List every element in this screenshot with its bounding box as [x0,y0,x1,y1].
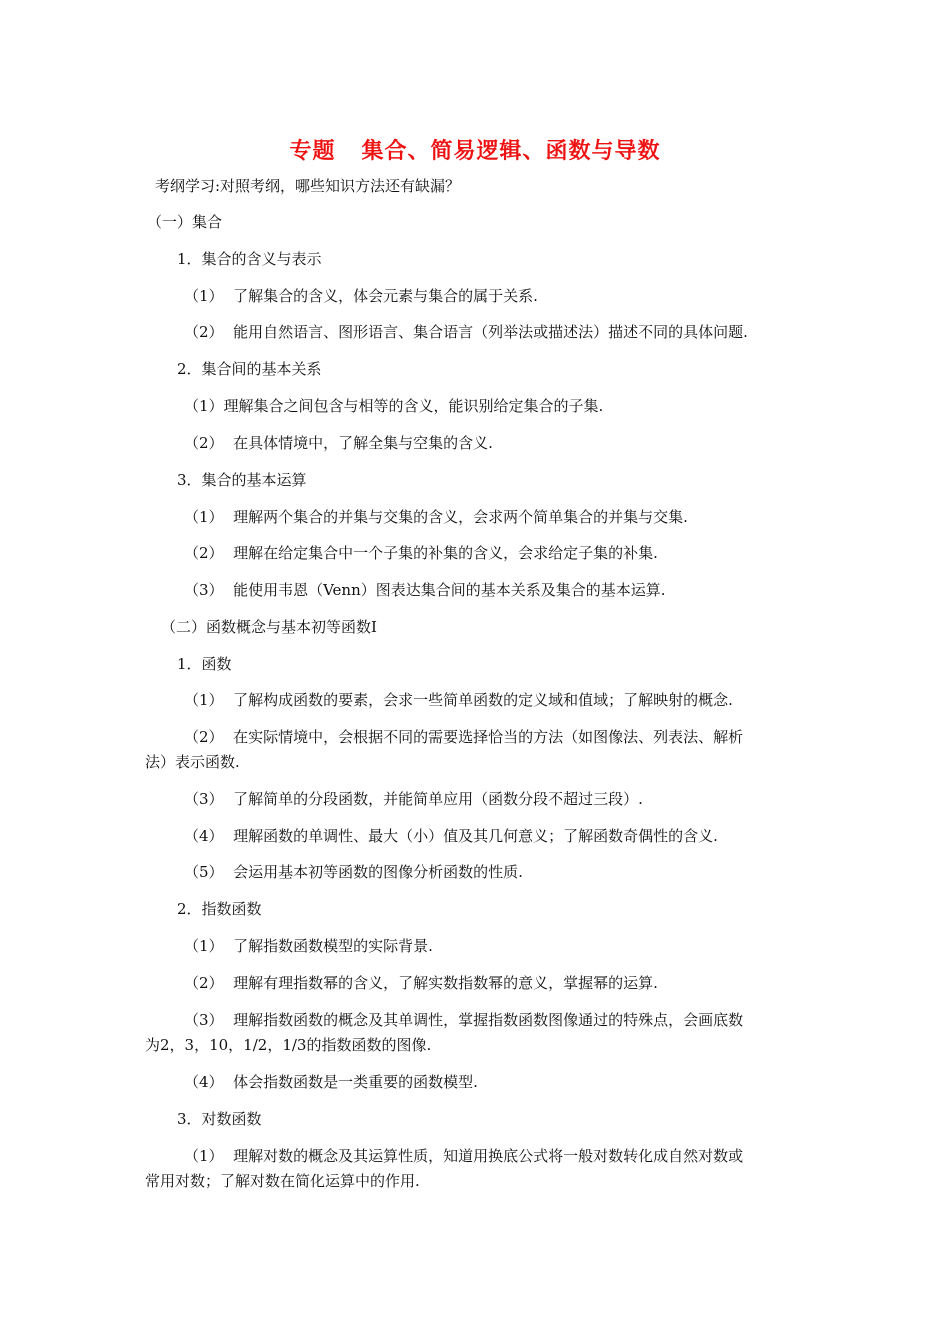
list-item: （4） 理解函数的单调性、最大（小）值及其几何意义；了解函数奇偶性的含义. [184,827,718,845]
list-item: （1） 了解指数函数模型的实际背景. [184,937,433,955]
list-item: （1） 了解集合的含义，体会元素与集合的属于关系. [184,287,538,305]
intro-text: 考纲学习:对照考纲，哪些知识方法还有缺漏？ [155,177,461,195]
list-item: （2） 理解有理指数幂的含义，了解实数指数幂的意义，掌握幂的运算. [184,974,658,992]
list-item: （1） 理解对数的概念及其运算性质，知道用换底公式将一般对数转化成自然对数或 [184,1147,744,1165]
list-item: （5） 会运用基本初等函数的图像分析函数的性质. [184,863,523,881]
list-item: （2） 在实际情境中，会根据不同的需要选择恰当的方法（如图像法、列表法、解析 [184,728,744,746]
subsection-heading: 1．函数 [177,655,232,673]
subsection-heading: 2．指数函数 [177,900,262,918]
subsection-heading: 3．集合的基本运算 [177,471,307,489]
list-item: （2） 理解在给定集合中一个子集的补集的含义，会求给定子集的补集. [184,544,658,562]
list-item: （1） 理解两个集合的并集与交集的含义，会求两个简单集合的并集与交集. [184,508,688,526]
subsection-heading: 2．集合间的基本关系 [177,360,322,378]
list-item: （2） 能用自然语言、图形语言、集合语言（列举法或描述法）描述不同的具体问题. [184,323,748,341]
list-item-continuation: 常用对数；了解对数在简化运算中的作用. [145,1172,420,1190]
document-title: 专题 集合、简易逻辑、函数与导数 [289,138,661,164]
list-item: （4） 体会指数函数是一类重要的函数模型. [184,1073,478,1091]
list-item: （3） 能使用韦恩（Venn）图表达集合间的基本关系及集合的基本运算. [184,581,666,599]
section-heading: （一）集合 [147,213,223,231]
list-item: （2） 在具体情境中，了解全集与空集的含义. [184,434,493,452]
list-item: （3） 了解简单的分段函数，并能简单应用（函数分段不超过三段）. [184,790,643,808]
list-item-continuation: 为2，3，10，1/2，1/3的指数函数的图像. [145,1036,432,1054]
list-item: （1） 了解构成函数的要素，会求一些简单函数的定义域和值域；了解映射的概念. [184,691,733,709]
subsection-heading: 1．集合的含义与表示 [177,250,322,268]
list-item-continuation: 法）表示函数. [145,753,240,771]
list-item: （3） 理解指数函数的概念及其单调性，掌握指数函数图像通过的特殊点，会画底数 [184,1011,744,1029]
subsection-heading: 3．对数函数 [177,1110,262,1128]
section-heading: （二）函数概念与基本初等函数Ⅰ [161,618,377,636]
list-item: （1）理解集合之间包含与相等的含义，能识别给定集合的子集. [184,397,604,415]
